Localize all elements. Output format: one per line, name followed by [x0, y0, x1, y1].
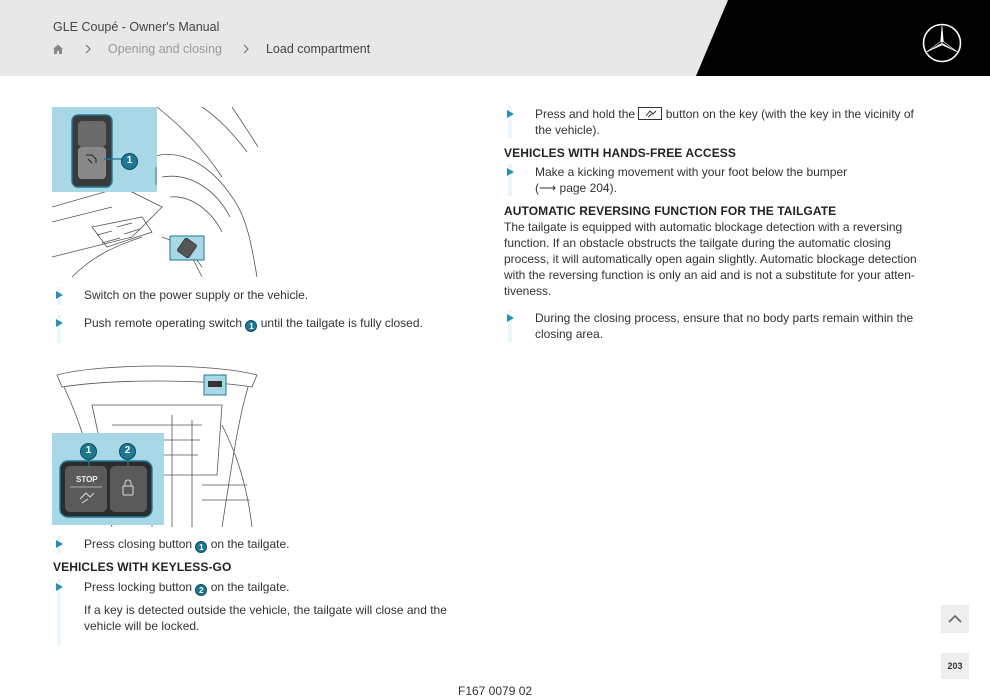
- step-arrow-icon: [507, 110, 514, 118]
- chevron-right-icon: [82, 43, 94, 55]
- chevron-right-icon: [240, 43, 252, 55]
- step-arrow-icon: [507, 168, 514, 176]
- callout-1: 1: [121, 150, 138, 170]
- doc-title: GLE Coupé - Owner's Manual: [53, 20, 220, 34]
- step-switch-on: Switch on the power supply or the vehicle.: [53, 287, 473, 305]
- callout-2: 2: [119, 440, 136, 460]
- reversing-paragraph: The tailgate is equipped with automatic blockage detection with a reversing function. If an obstacle obstructs the tailgate during the automatic closing process, it will automatically open again slightly. Automatic blockage detection with the reversing function is only an aid and is not a substitute for your atten- tiveness.: [504, 220, 917, 298]
- breadcrumb: [52, 42, 370, 56]
- page-reference-link[interactable]: (⟶ page 204).: [535, 181, 617, 195]
- callout-1: 1: [80, 440, 97, 460]
- page-number: 203: [941, 653, 969, 679]
- step-arrow-icon: [56, 583, 63, 591]
- callout-2-inline: 2: [195, 584, 207, 596]
- heading-keyless-go: VEHICLES WITH KEYLESS-GO: [53, 560, 232, 574]
- breadcrumb-load-compartment: Load compartment: [265, 42, 371, 56]
- step-press-locking: Press locking button 2 on the tailgate. If a key is detected outside the vehicle, the tailgate will close and the vehicle will be locked.: [53, 579, 473, 645]
- scroll-to-top-button[interactable]: [941, 605, 969, 633]
- breadcrumb-opening-and-closing[interactable]: Opening and closing: [108, 42, 222, 56]
- callout-1-inline: 1: [245, 320, 257, 332]
- step-kicking-movement: Make a kicking movement with your foot below the bumper (⟶ page 204).: [504, 164, 924, 196]
- step-arrow-icon: [56, 291, 63, 299]
- step-press-closing: Press closing button 1 on the tailgate.: [53, 536, 473, 554]
- heading-hands-free-access: VEHICLES WITH HANDS-FREE ACCESS: [504, 146, 737, 160]
- tailgate-key-button-icon: [638, 107, 662, 120]
- figure-code: F167 0079 02: [458, 684, 533, 698]
- figure-remote-operating-switch: [52, 107, 258, 277]
- step-arrow-icon: [56, 540, 63, 548]
- step-arrow-icon: [56, 319, 63, 327]
- heading-automatic-reversing: AUTOMATIC REVERSING FUNCTION FOR THE TAILGATE: [504, 204, 837, 218]
- step-closing-area: During the closing process, ensure that no body parts remain within the closing area.: [504, 310, 924, 342]
- step-press-hold-key: Press and hold the button on the key (with the key in the vicinity of the vehicle).: [504, 106, 924, 138]
- step-push-remote: Push remote operating switch 1 until the tailgate is fully closed.: [53, 315, 473, 343]
- chevron-up-icon: [947, 614, 963, 624]
- home-icon[interactable]: [52, 43, 64, 55]
- lock-note: If a key is detected outside the vehicle, the tailgate will close and the vehicle will be locked.: [84, 603, 447, 633]
- stop-label: STOP: [76, 475, 98, 484]
- header-black-panel: [0, 0, 990, 76]
- callout-1-inline: 1: [195, 541, 207, 553]
- mercedes-star-icon[interactable]: [921, 22, 963, 64]
- step-arrow-icon: [507, 314, 514, 322]
